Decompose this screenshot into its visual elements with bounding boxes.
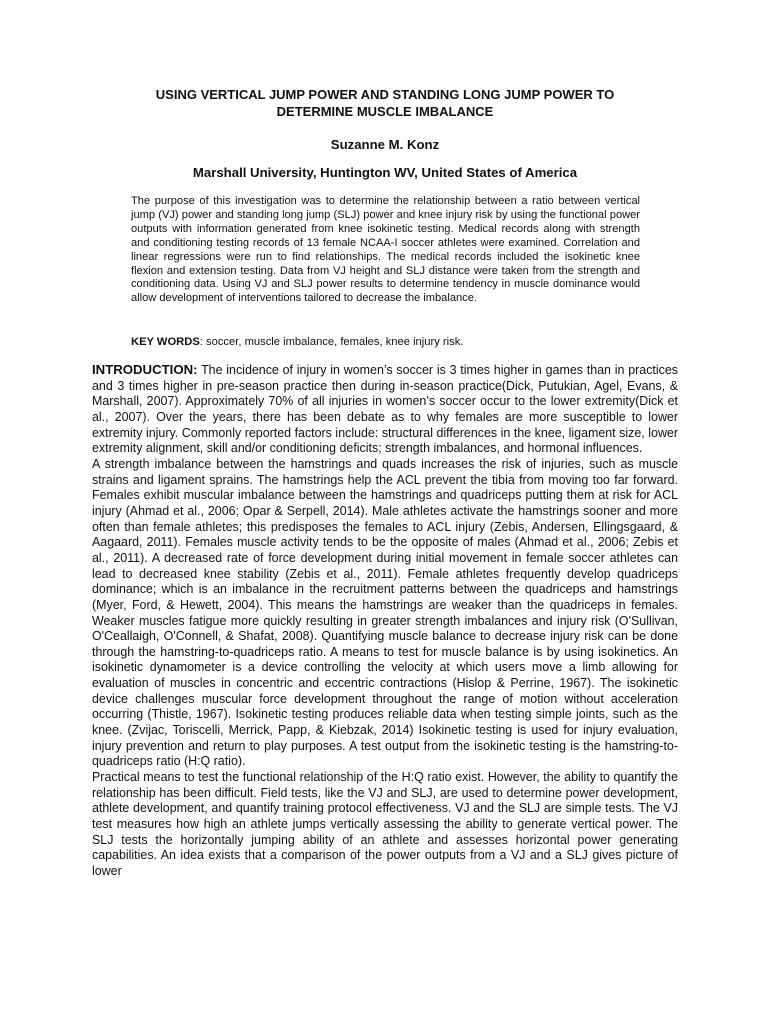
paragraph-2: A strength imbalance between the hamstrings and quads increases the risk of injuries, such as muscle strains and ligament sprains. The hamstrings help the ACL prevent the tibia from moving too far forward. Females exhibit muscular imbalance between the hamstrings and quadriceps putting them at risk for ACL injury (Ahmad et al., 2006; Opar & Serpell, 2014). Male athletes activate the hamstrings sooner and more often than female athletes; this predisposes the females to ACL injury (Zebis, Andersen, Ellingsgaard, & Aagaard, 2011). Females muscle activity tends to be the opposite of males (Ahmad et al., 2006; Zebis et al., 2011). A decreased rate of force development during initial movement in female soccer athletes can lead to decreased knee stability (Zebis et al., 2011). Female athletes frequently develop quadriceps dominance; which is an imbalance in the recruitment patterns between the quadriceps and hamstrings (Myer, Ford, & Hewett, 2004). This means the hamstrings are weaker than the quadriceps in females. Weaker muscles fatigue more quickly resulting in greater strength imbalances and injury risk (O'Sullivan, O'Ceallaigh, O'Connell, & Shafat, 2008). Quantifying muscle balance to decrease injury risk can be done through the hamstring-to-quadriceps ratio. A means to test for muscle balance is by using isokinetics. An isokinetic dynamometer is a device controlling the velocity at which users move a limb allowing for evaluation of muscles in concentric and eccentric contractions (Hislop & Perrine, 1967). The isokinetic device challenges muscular force development throughout the range of motion without acceleration occurring (Thistle, 1967). Isokinetic testing produces reliable data when testing simple joints, such as the knee. (Zvijac, Toriscelli, Merrick, Papp, & Kiebzak, 2014) Isokinetic testing is used for injury evaluation, injury prevention and return to play purposes. A test output from the isokinetic testing is the hamstring-to-quadriceps ratio (H:Q ratio). <box>92 456 678 769</box>
author-affiliation: Marshall University, Huntington WV, United States of America <box>192 165 578 180</box>
body-text <box>92 362 678 880</box>
keywords <box>131 335 651 349</box>
keywords-label: KEY WORDS <box>131 336 200 348</box>
section-heading-introduction: INTRODUCTION: <box>92 362 198 377</box>
paper-title-line-1: USING VERTICAL JUMP POWER AND STANDING LONG JUMP POWER TO <box>155 87 615 102</box>
paragraph-3: Practical means to test the functional relationship of the H:Q ratio exist. However, the ability to quantify the relationship has been difficult. Field tests, like the VJ and SLJ, are used to determine power development, athlete development, and quantify training protocol effectiveness. VJ and the SLJ are simple tests. The VJ test measures how high an athlete jumps vertically assessing the ability to generate vertical power. The SLJ tests the horizontally jumping ability of an athlete and assesses horizontal power generating capabilities. An idea exists that a comparison of the power outputs from a VJ and a SLJ gives picture of lower <box>92 770 678 878</box>
paragraph-1-text: The incidence of injury in women’s soccer is 3 times higher in games than in practices and 3 times higher in pre-season practice then during in-season practice(Dick, Putukian, Agel, Evans, & Marshall, 2007). Approximately 70% of all injuries in women’s soccer occur to the lower extremity(Dick et al., 2007). Over the years, there has been debate as to why females are more susceptible to lower extremity injury. Commonly reported factors include: structural differences in the knee, ligament size, lower extremity alignment, skill and/or conditioning deficits; strength imbalances, and hormonal influences. <box>92 363 678 456</box>
abstract: The purpose of this investigation was to determine the relationship between a ratio between vertical jump (VJ) power and standing long jump (SLJ) power and knee injury risk by using the functional power outputs with information generated from knee isokinetic testing. Medical records along with strength and conditioning testing records of 13 female NCAA-I soccer athletes were examined. Correlation and linear regressions were run to find relationships. The medical records included the isokinetic knee flexion and extension testing. Data from VJ height and SLJ distance were taken from the strength and conditioning data. Using VJ and SLJ power results to determine tendency in muscle dominance would allow development of interventions tailored to decrease the imbalance. <box>131 195 640 305</box>
paper-title-line-2: DETERMINE MUSCLE IMBALANCE <box>276 104 494 119</box>
paper-title <box>110 86 660 120</box>
keywords-text: : soccer, muscle imbalance, females, knee injury risk. <box>199 336 464 348</box>
paragraph-1 <box>92 362 678 457</box>
author-name: Suzanne M. Konz <box>330 137 440 152</box>
